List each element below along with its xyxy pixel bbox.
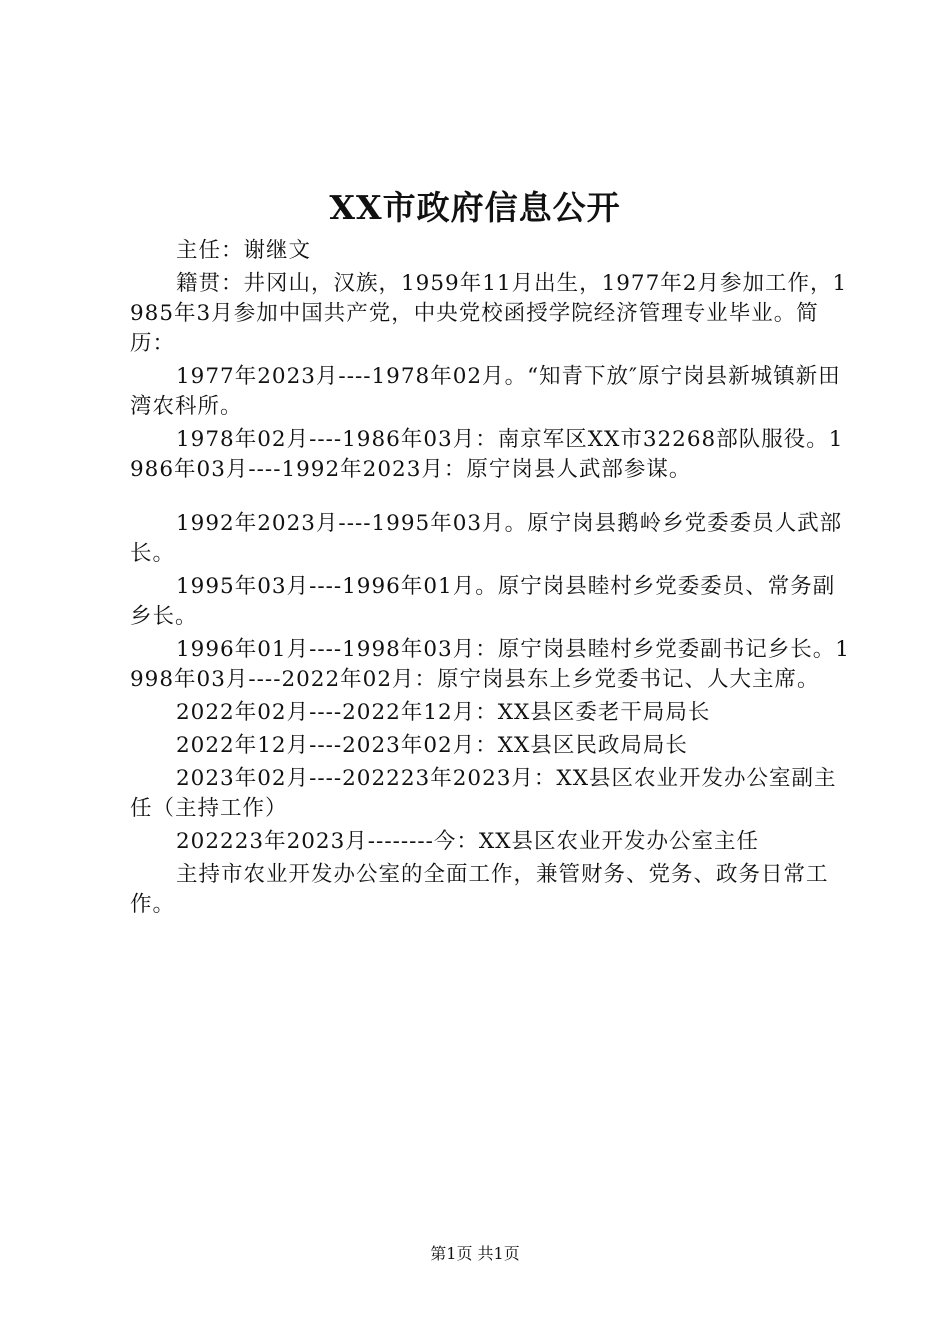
- paragraph-background: 籍贯：井冈山，汉族，1959年11月出生，1977年2月参加工作，1985年3月参加中国共产党，中央党校函授学院经济管理专业毕业。简历：: [130, 271, 848, 356]
- document-body: [130, 236, 850, 923]
- paragraph-resume-2023: 2023年02月----202223年2023月：XX县区农业开发办公室副主任（主持工作）: [130, 766, 837, 821]
- paragraph-resume-1978: 1978年02月----1986年03月：南京军区XX市32268部队服役。1986年03月----1992年2023月：原宁岗县人武部参谋。: [130, 427, 844, 482]
- document-title: XX市政府信息公开: [329, 188, 621, 227]
- paragraph-resume-2022b: 2022年12月----2023年02月：XX县区民政局局长: [176, 733, 688, 758]
- paragraph-resume-2022a: 2022年02月----2022年12月：XX县区委老干局局长: [176, 700, 711, 725]
- paragraph-resume-1977: 1977年2023月----1978年02月。“知青下放″原宁岗县新城镇新田湾农科所。: [130, 364, 841, 419]
- paragraph-resume-1992: 1992年2023月----1995年03月。原宁岗县鹅岭乡党委委员人武部长。: [130, 511, 843, 566]
- paragraph-director: 主任：谢继文: [176, 238, 312, 263]
- paragraph-resume-1995: 1995年03月----1996年01月。原宁岗县睦村乡党委委员、常务副乡长。: [130, 574, 836, 629]
- page-footer: 第1页 共1页: [430, 1244, 520, 1263]
- paragraph-resume-current: 202223年2023月--------今：XX县区农业开发办公室主任: [176, 829, 760, 854]
- paragraph-resume-1996: 1996年01月----1998年03月：原宁岗县睦村乡党委副书记乡长。1998年03月----2022年02月：原宁岗县东上乡党委书记、人大主席。: [130, 637, 850, 692]
- paragraph-duties: 主持市农业开发办公室的全面工作，兼管财务、党务、政务日常工作。: [130, 862, 829, 917]
